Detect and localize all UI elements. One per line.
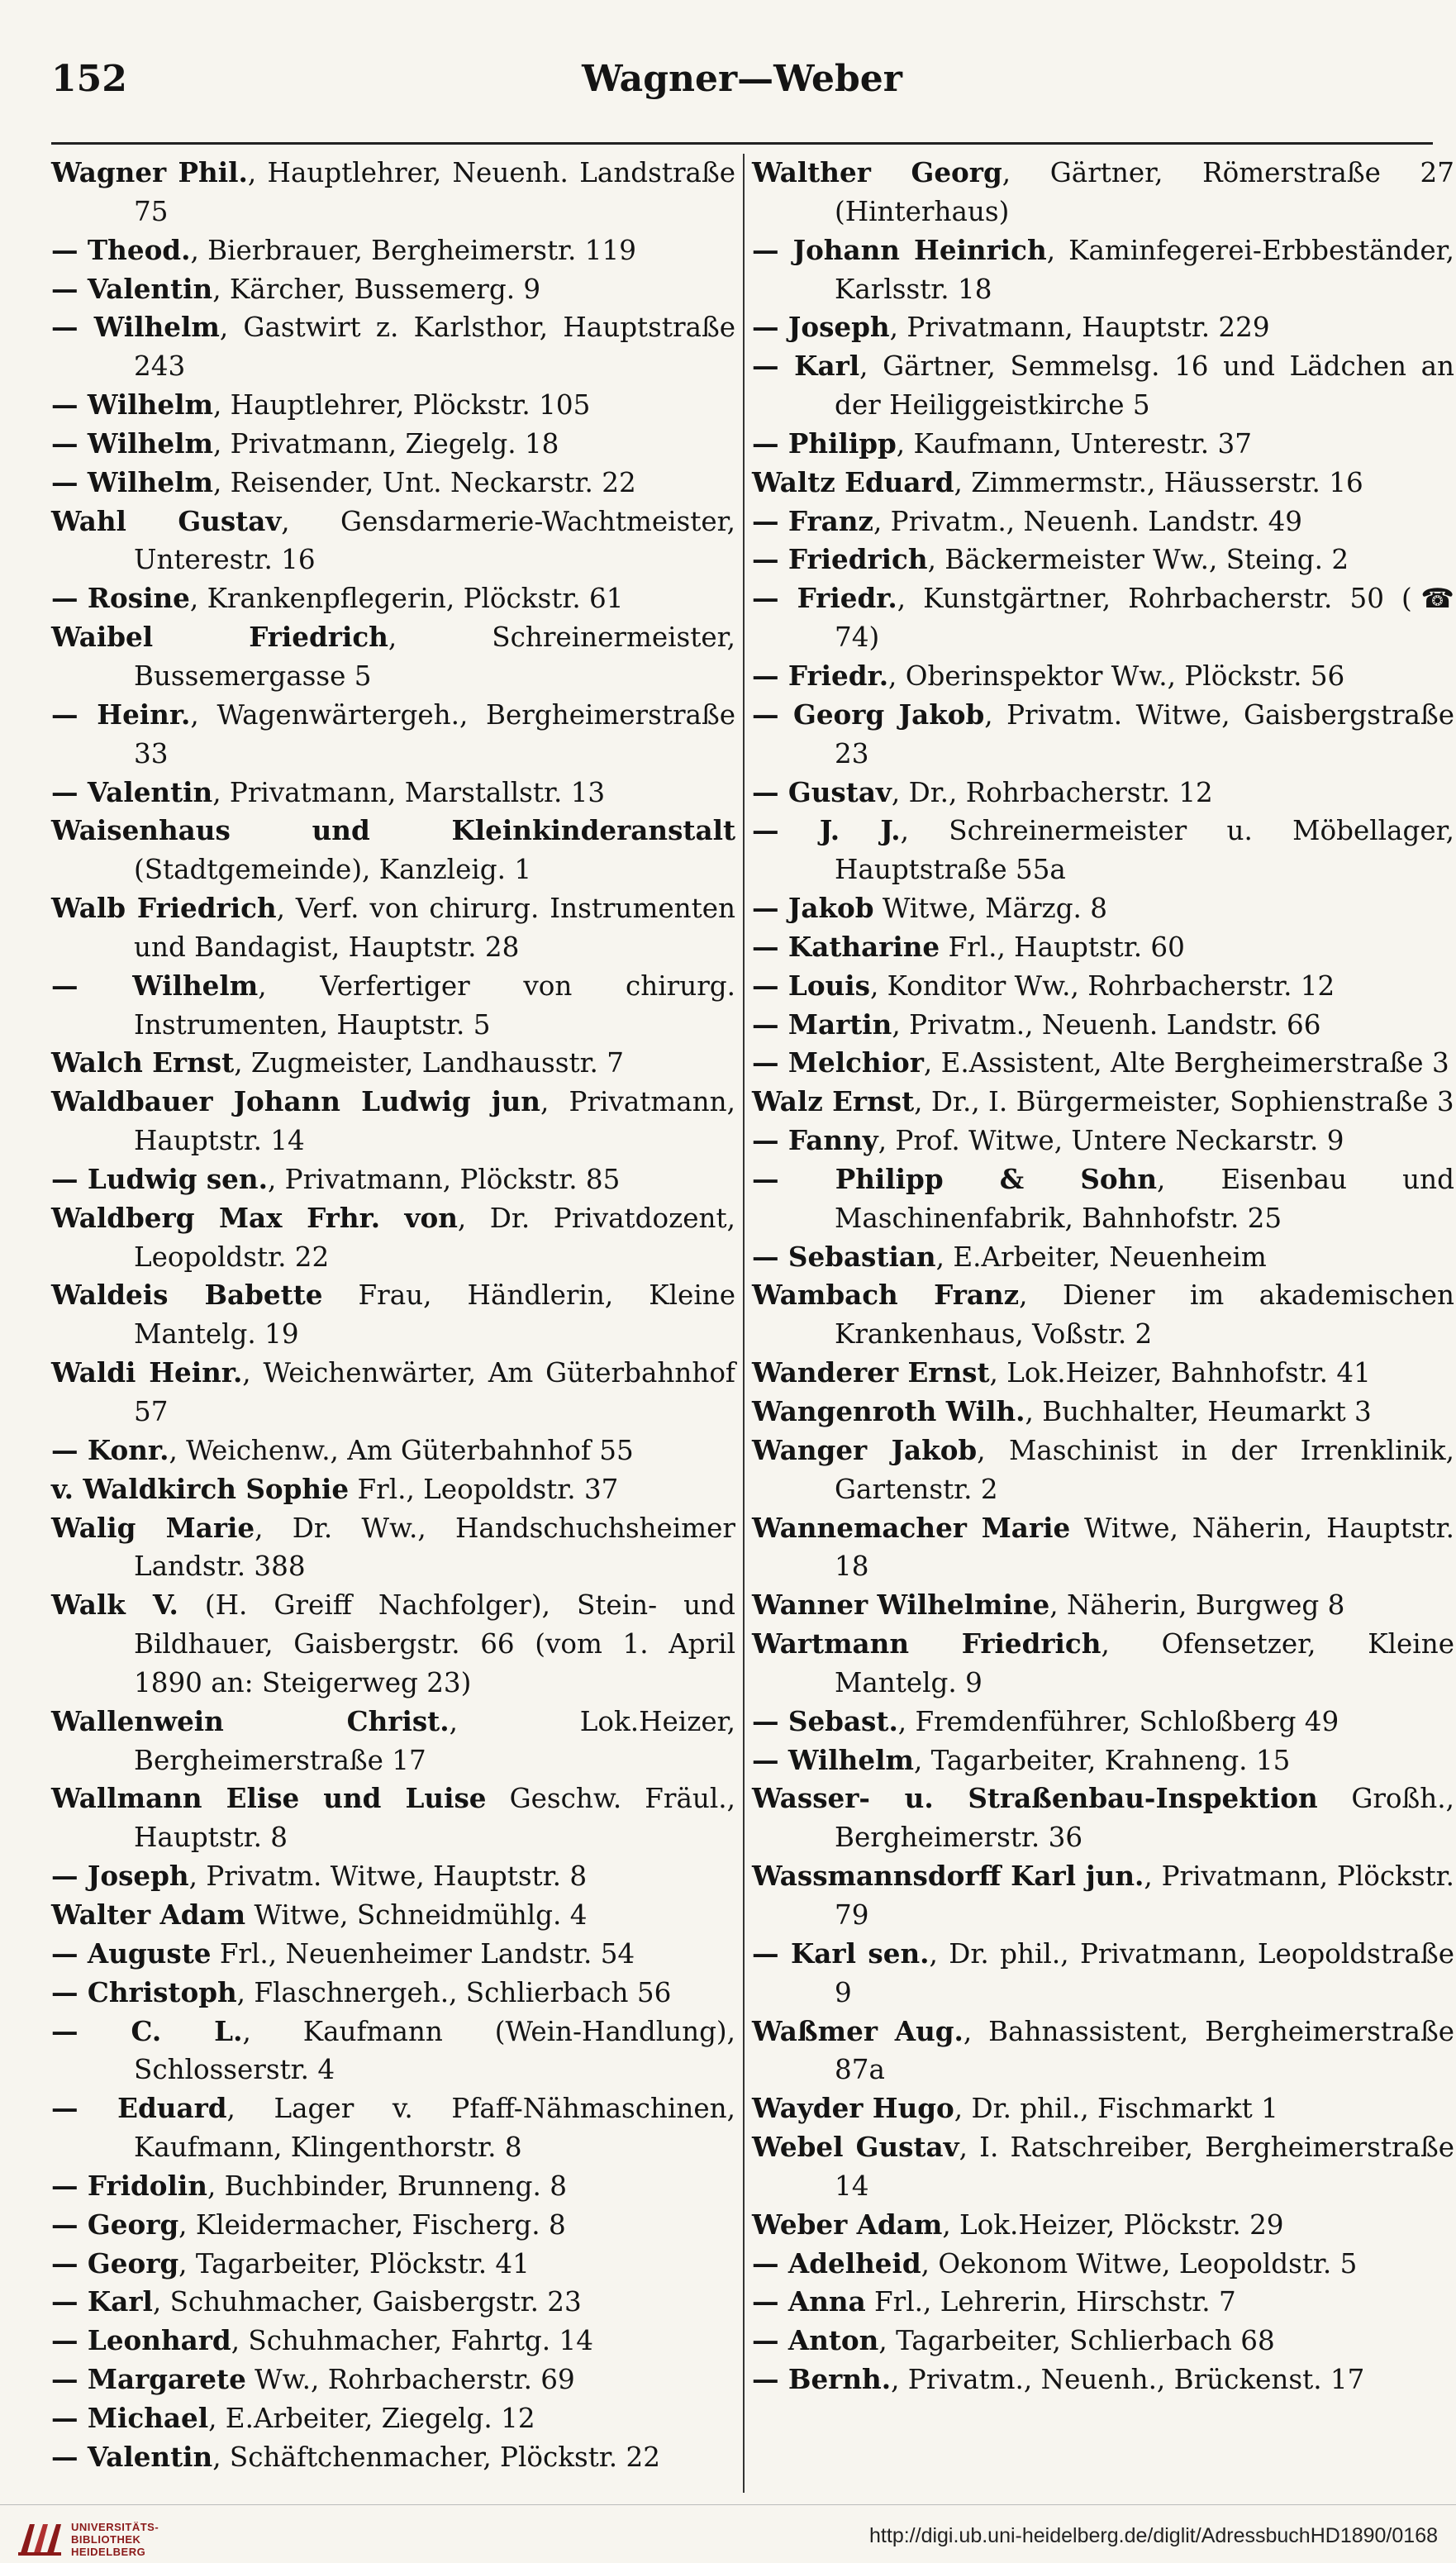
entry-details: , Kaminfegerei-Erbbeständer, Karlsstr. 18 (835, 234, 1454, 305)
directory-entry (51, 1199, 735, 1277)
entry-details: , Gärtner, Semmelsg. 16 und Lädchen an der Heiliggeistkirche 5 (835, 350, 1454, 422)
directory-entry (752, 2361, 1454, 2399)
directory-entry (51, 1896, 735, 1935)
entry-details: , Prof. Witwe, Untere Neckarstr. 9 (878, 1125, 1344, 1157)
directory-entry (752, 2128, 1454, 2206)
entry-name: Waldbauer Johann Ludwig jun (51, 1085, 540, 1118)
library-name (71, 2521, 159, 2558)
entry-name: — Heinr. (51, 698, 191, 731)
directory-entry (752, 1044, 1454, 1083)
entry-details: , E.Arbeiter, Neuenheim (935, 1241, 1267, 1273)
directory-entry (51, 812, 735, 889)
directory-entry (51, 1044, 735, 1083)
directory-entry (752, 1122, 1454, 1160)
directory-entry (51, 1974, 735, 2013)
entry-name: — Friedr. (752, 582, 897, 615)
entry-details: Witwe, Näherin, Hauptstr. 18 (835, 1512, 1454, 1583)
entry-details: , Hauptlehrer, Plöckstr. 105 (212, 389, 591, 422)
entry-name: — Louis (752, 969, 870, 1002)
directory-entry (51, 2283, 735, 2322)
entry-details: (H. Greiff Nachfolger), Stein- und Bildhauer, Gaisbergstr. 66 (vom 1. April 1890 an: Steigerweg 23) (134, 1589, 735, 1698)
directory-entry (51, 1470, 735, 1509)
entry-name: Wallmann Elise und Luise (51, 1782, 487, 1815)
entry-name: — Wilhelm (51, 969, 259, 1002)
entry-details: , Dr., Rohrbacherstr. 12 (891, 776, 1213, 808)
entry-details: , Maschinist in der Irrenklinik, Gartenstr. 2 (835, 1434, 1454, 1505)
entry-details: , Privatm., Neuenh. Landstr. 66 (892, 1008, 1321, 1041)
entry-name: — Karl sen. (752, 1937, 930, 1970)
entry-details: , Diener im akademischen Krankenhaus, Voßstr. 2 (835, 1279, 1454, 1351)
entry-details: , Dr. Ww., Handschuchsheimer Landstr. 388 (134, 1512, 735, 1583)
entry-name: Waltz Eduard (752, 465, 954, 498)
entry-details: Ww., Rohrbacherstr. 69 (245, 2364, 575, 2396)
directory-entry (752, 1741, 1454, 1780)
entry-details: , Wagenwärtergeh., Bergheimerstraße 33 (134, 698, 735, 769)
entry-details: , Buchhalter, Heumarkt 3 (1025, 1396, 1372, 1427)
entry-details: , Privatm., Neuenh. Landstr. 49 (873, 505, 1303, 537)
entry-name: Wanner Wilhelmine (752, 1589, 1050, 1622)
directory-entry (51, 2322, 735, 2361)
entry-name: — Wilhelm (51, 388, 213, 422)
directory-entry (51, 1703, 735, 1780)
entry-details: , Privatmann, Marstallstr. 13 (212, 776, 606, 808)
entry-name: — Ludwig sen. (51, 1162, 268, 1195)
entry-details: , Privatm. Witwe, Gaisbergstraße 23 (835, 698, 1454, 769)
entry-name: — Konr. (51, 1433, 169, 1466)
entry-name: — Bernh. (752, 2363, 892, 2396)
directory-entry (51, 2206, 735, 2245)
entry-details: Frl., Leopoldstr. 37 (349, 1473, 619, 1505)
entry-name: — Philipp & Sohn (752, 1162, 1158, 1195)
directory-entry (752, 889, 1454, 928)
entry-details: , Reisender, Unt. Neckarstr. 22 (212, 466, 636, 498)
entry-details: , Zugmeister, Landhausstr. 7 (234, 1047, 624, 1079)
entry-name: — Melchior (752, 1046, 924, 1079)
entry-details: , Privatmann, Ziegelg. 18 (212, 427, 559, 460)
entry-name: — Martin (752, 1008, 892, 1041)
entry-details: , Hauptlehrer, Neuenh. Landstraße 75 (134, 157, 736, 227)
directory-columns (51, 154, 1456, 2493)
entry-name: — Margarete (51, 2363, 246, 2396)
directory-entry (51, 270, 735, 309)
directory-entry (752, 1703, 1454, 1741)
entry-details: , Schreinermeister u. Möbellager, Hauptstraße 55a (835, 815, 1454, 886)
directory-entry (51, 464, 735, 503)
entry-name: — Georg Jakob (752, 698, 985, 731)
directory-entry (51, 967, 735, 1045)
entry-details: , Tagarbeiter, Plöckstr. 41 (178, 2247, 530, 2280)
entry-name: Wangenroth Wilh. (752, 1395, 1025, 1427)
entry-name: — Jakob (752, 892, 874, 925)
directory-entry (752, 812, 1454, 889)
entry-name: Waibel Friedrich (51, 621, 388, 654)
directory-entry (752, 1006, 1454, 1045)
entry-details: Großh., Bergheimerstr. 36 (835, 1783, 1454, 1854)
entry-name: Walch Ernst (51, 1046, 235, 1079)
directory-entry (51, 1586, 735, 1703)
entry-name: — Wilhelm (51, 465, 213, 498)
entry-details: Frau, Händlerin, Kleine Mantelg. 19 (134, 1279, 736, 1351)
entry-name: Webel Gustav (752, 2131, 959, 2164)
entry-name: — J. J. (752, 814, 901, 847)
directory-entry (51, 503, 735, 580)
entry-name: — Fanny (752, 1124, 878, 1157)
entry-details: , Buchbinder, Brunneng. 8 (207, 2170, 567, 2202)
entry-name: Wallenwein Christ. (51, 1704, 450, 1737)
header-rule (51, 142, 1433, 145)
directory-entry (51, 1509, 735, 1587)
right-column (752, 154, 1454, 2399)
entry-details: , Lager v. Pfaff-Nähmaschinen, Kaufmann, Klingenthorstr. 8 (134, 2093, 735, 2164)
entry-details: , Flaschnergeh., Schlierbach 56 (236, 1976, 672, 2008)
entry-name: — Wilhelm (51, 426, 213, 460)
entry-details: , Kunstgärtner, Rohrbacherstr. 50 (☎ 74) (835, 583, 1454, 654)
entry-name: Wayder Hugo (752, 2092, 954, 2125)
directory-entry (752, 2283, 1454, 2322)
entry-details: Witwe, Schneidmühlg. 4 (245, 1898, 588, 1931)
entry-name: — Christoph (51, 1975, 237, 2008)
directory-entry (51, 1354, 735, 1432)
directory-entry (752, 774, 1454, 812)
page-footer (0, 2513, 1456, 2563)
entry-details: , Weichenw., Am Güterbahnhof 55 (169, 1434, 634, 1466)
entry-details: , I. Ratschreiber, Bergheimerstraße 14 (835, 2132, 1455, 2202)
entry-name: — Sebastian (752, 1240, 936, 1273)
entry-details: , Kärcher, Bussemerg. 9 (212, 273, 541, 305)
directory-entry (752, 425, 1454, 464)
entry-details: Frl., Neuenheimer Landstr. 54 (211, 1937, 635, 1970)
entry-details: , Schreinermeister, Bussemergasse 5 (134, 622, 735, 692)
entry-details: , Kleidermacher, Fischerg. 8 (178, 2208, 566, 2241)
entry-name: — Sebast. (752, 1704, 898, 1737)
entry-name: — Valentin (51, 2440, 213, 2473)
entry-name: Waldeis Babette (51, 1279, 323, 1312)
entry-name: Wahl Gustav (51, 504, 282, 537)
directory-entry (51, 2013, 735, 2090)
entry-details: , Dr. phil., Privatmann, Leopoldstraße 9 (835, 1937, 1455, 2008)
directory-entry (752, 1857, 1454, 1935)
entry-details: , Krankenpflegerin, Plöckstr. 61 (189, 583, 624, 615)
directory-entry (752, 1935, 1454, 2013)
entry-name: — Valentin (51, 775, 213, 808)
directory-entry (51, 154, 735, 231)
entry-name: Wanderer Ernst (752, 1356, 990, 1389)
library-seal-icon (17, 2519, 63, 2559)
directory-entry (51, 2361, 735, 2399)
entry-details: , Privatmann, Hauptstr. 14 (134, 1086, 735, 1157)
directory-entry (752, 2206, 1454, 2245)
page-number: 152 (51, 58, 127, 100)
entry-name: — Katharine (752, 930, 940, 963)
entry-details: , Eisenbau und Maschinenfabrik, Bahnhofstr. 25 (835, 1163, 1455, 1234)
left-column (51, 154, 735, 2477)
directory-entry (51, 1935, 735, 1974)
directory-entry (51, 1160, 735, 1199)
directory-entry (51, 425, 735, 464)
directory-entry (51, 618, 735, 696)
entry-details: , E.Arbeiter, Ziegelg. 12 (208, 2402, 535, 2434)
entry-details: , Zimmermstr., Häusserstr. 16 (954, 466, 1363, 498)
entry-name: — Joseph (752, 311, 890, 344)
directory-entry (51, 386, 735, 425)
entry-name: — Fridolin (51, 2169, 207, 2202)
directory-entry (51, 579, 735, 618)
directory-entry (51, 1083, 735, 1160)
directory-entry (752, 657, 1454, 696)
directory-entry (51, 696, 735, 774)
entry-details: , Privatm. Witwe, Hauptstr. 8 (188, 1860, 588, 1893)
logo-line-1: UNIVERSITÄTS- (71, 2521, 159, 2533)
entry-details: , Oekonom Witwe, Leopoldstr. 5 (921, 2247, 1358, 2280)
directory-entry (752, 928, 1454, 967)
directory-entry (752, 2089, 1454, 2128)
column-divider (743, 154, 745, 2493)
directory-entry (752, 347, 1454, 425)
entry-details: , Tagarbeiter, Krahneng. 15 (913, 1744, 1291, 1776)
entry-name: — Joseph (51, 1860, 189, 1893)
directory-entry (752, 967, 1454, 1006)
entry-details: , Konditor Ww., Rohrbacherstr. 12 (869, 969, 1335, 1002)
entry-details: (Stadtgemeinde), Kanzleig. 1 (134, 854, 532, 886)
entry-name: — Auguste (51, 1937, 212, 1970)
entry-details: , Näherin, Burgweg 8 (1049, 1589, 1345, 1622)
directory-entry (51, 308, 735, 386)
entry-details: , Bierbrauer, Bergheimerstr. 119 (190, 234, 636, 266)
entry-details: , Bäckermeister Ww., Steing. 2 (927, 544, 1349, 576)
directory-entry (51, 2438, 735, 2477)
entry-name: Walz Ernst (752, 1085, 915, 1118)
entry-name: — Wilhelm (752, 1743, 914, 1776)
logo-line-3: HEIDELBERG (71, 2546, 146, 2558)
entry-name: Wannemacher Marie (752, 1511, 1071, 1544)
entry-name: — Theod. (51, 233, 191, 266)
entry-details: , Lok.Heizer, Bergheimerstraße 17 (134, 1705, 735, 1776)
entry-details: , Lok.Heizer, Bahnhofstr. 41 (989, 1357, 1371, 1389)
directory-entry (752, 579, 1454, 657)
running-head: Wagner—Weber (582, 58, 902, 100)
entry-name: Waisenhaus und Kleinkinderanstalt (51, 814, 735, 847)
directory-entry (752, 503, 1454, 541)
entry-name: — Anton (752, 2324, 879, 2357)
entry-details: , Kaufmann (Wein-Handlung), Schlosserstr. 4 (134, 2015, 735, 2086)
entry-name: Walb Friedrich (51, 892, 277, 925)
entry-name: v. Waldkirch Sophie (51, 1472, 350, 1505)
entry-details: , Dr. Privatdozent, Leopoldstr. 22 (134, 1202, 735, 1273)
entry-name: — Adelheid (752, 2246, 921, 2280)
entry-details: , Lok.Heizer, Plöckstr. 29 (942, 2208, 1284, 2241)
entry-name: Waldberg Max Frhr. von (51, 1201, 458, 1234)
directory-entry (752, 696, 1454, 774)
entry-details: , Bahnassistent, Bergheimerstraße 87a (835, 2015, 1454, 2086)
page-header (51, 51, 1433, 111)
entry-name: — Anna (752, 2285, 866, 2318)
directory-entry (51, 889, 735, 967)
directory-entry (51, 2167, 735, 2206)
entry-name: Wagner Phil. (51, 156, 248, 188)
entry-name: — Rosine (51, 582, 190, 615)
directory-entry (51, 2245, 735, 2284)
directory-entry (752, 1354, 1454, 1393)
entry-name: — Eduard (51, 2092, 227, 2125)
entry-details: , Kaufmann, Unterestr. 37 (896, 427, 1252, 460)
entry-name: — Georg (51, 2208, 179, 2241)
directory-entry (51, 1857, 735, 1896)
directory-entry (51, 231, 735, 270)
entry-details: , Verf. von chirurg. Instrumenten und Bandagist, Hauptstr. 28 (134, 893, 735, 963)
entry-name: Wambach Franz (752, 1279, 1020, 1312)
directory-entry (752, 1276, 1454, 1354)
entry-name: Walter Adam (51, 1898, 246, 1931)
entry-details: , Verfertiger von chirurg. Instrumenten, Hauptstr. 5 (134, 969, 735, 1041)
directory-entry (51, 774, 735, 812)
entry-details: , Gärtner, Römerstraße 27 (Hinterhaus) (835, 157, 1454, 227)
entry-name: Wassmannsdorff Karl jun. (752, 1860, 1144, 1893)
entry-details: , Tagarbeiter, Schlierbach 68 (878, 2325, 1275, 2357)
directory-entry (752, 1625, 1454, 1703)
entry-name: Waldi Heinr. (51, 1356, 243, 1389)
directory-entry (752, 1393, 1454, 1432)
entry-name: — Valentin (51, 272, 213, 305)
entry-details: , Schuhmacher, Fahrtg. 14 (231, 2325, 593, 2357)
entry-details: Frl., Hauptstr. 60 (940, 931, 1185, 963)
entry-details: , Gastwirt z. Karlsthor, Hauptstraße 243 (134, 312, 735, 383)
directory-entry (752, 154, 1454, 231)
directory-entry (51, 1276, 735, 1354)
entry-name: — Franz (752, 504, 873, 537)
footer-rule (0, 2504, 1456, 2505)
directory-entry (51, 2399, 735, 2438)
directory-entry (752, 541, 1454, 579)
entry-name: — Philipp (752, 426, 897, 460)
entry-name: Weber Adam (752, 2208, 943, 2241)
entry-details: Witwe, Märzg. 8 (873, 893, 1107, 925)
entry-name: — Georg (51, 2246, 179, 2280)
entry-details: , Privatmann, Plöckstr. 79 (835, 1860, 1454, 1931)
source-url-link[interactable]: http://digi.ub.uni-heidelberg.de/diglit/AdressbuchHD1890/0168 (869, 2524, 1438, 2547)
entry-details: Frl., Lehrerin, Hirschstr. 7 (865, 2286, 1236, 2318)
entry-name: — C. L. (51, 2014, 243, 2047)
entry-name: — Friedrich (752, 543, 928, 576)
directory-entry (752, 1432, 1454, 1509)
entry-name: — Karl (51, 2285, 153, 2318)
entry-name: — Gustav (752, 775, 892, 808)
directory-entry (752, 1586, 1454, 1625)
entry-name: — Wilhelm (51, 311, 220, 344)
entry-name: Walther Georg (752, 156, 1002, 188)
directory-entry (752, 1238, 1454, 1277)
entry-details: , Oberinspektor Ww., Plöckstr. 56 (888, 660, 1345, 692)
directory-entry (51, 2089, 735, 2167)
directory-entry (752, 231, 1454, 309)
entry-details: , Weichenwärter, Am Güterbahnhof 57 (134, 1357, 735, 1427)
entry-details: , Privatm., Neuenh., Brückenst. 17 (891, 2364, 1365, 2396)
entry-name: — Michael (51, 2401, 209, 2434)
entry-details: , Privatmann, Plöckstr. 85 (267, 1163, 621, 1195)
logo-line-2: BIBLIOTHEK (71, 2533, 141, 2546)
entry-details: , Schuhmacher, Gaisbergstr. 23 (152, 2286, 582, 2318)
entry-details: , Gensdarmerie-Wachtmeister, Unterestr. 16 (134, 505, 735, 576)
entry-details: , Fremdenführer, Schloßberg 49 (897, 1705, 1339, 1737)
entry-name: Walk V. (51, 1589, 178, 1622)
entry-name: Walig Marie (51, 1511, 255, 1544)
directory-entry (752, 2245, 1454, 2284)
entry-details: Geschw. Fräul., Hauptstr. 8 (134, 1783, 735, 1854)
entry-name: Waßmer Aug. (752, 2014, 964, 2047)
directory-entry (752, 464, 1454, 503)
entry-name: — Johann Heinrich (752, 233, 1047, 266)
directory-entry (752, 2322, 1454, 2361)
entry-name: Wanger Jakob (752, 1433, 978, 1466)
directory-entry (752, 1509, 1454, 1587)
entry-details: , Dr., I. Bürgermeister, Sophienstraße 3 (914, 1086, 1454, 1118)
entry-details: , Privatmann, Hauptstr. 229 (889, 312, 1270, 344)
entry-details: , Ofensetzer, Kleine Mantelg. 9 (835, 1628, 1454, 1698)
directory-entry (752, 1160, 1454, 1238)
directory-entry (752, 1779, 1454, 1857)
directory-entry (51, 1779, 735, 1857)
entry-details: , Dr. phil., Fischmarkt 1 (954, 2093, 1278, 2125)
entry-name: — Karl (752, 350, 860, 383)
directory-entry (752, 308, 1454, 347)
entry-name: — Leonhard (51, 2324, 231, 2357)
directory-entry (51, 1432, 735, 1470)
entry-name: Wartmann Friedrich (752, 1627, 1102, 1660)
directory-entry (752, 2013, 1454, 2090)
entry-name: — Friedr. (752, 659, 889, 692)
library-logo[interactable] (17, 2519, 198, 2559)
directory-entry (752, 1083, 1454, 1122)
entry-name: Wasser- u. Straßenbau-Inspektion (752, 1782, 1318, 1815)
entry-details: , E.Assistent, Alte Bergheimerstraße 3 (923, 1047, 1449, 1079)
entry-details: , Schäftchenmacher, Plöckstr. 22 (212, 2441, 660, 2473)
